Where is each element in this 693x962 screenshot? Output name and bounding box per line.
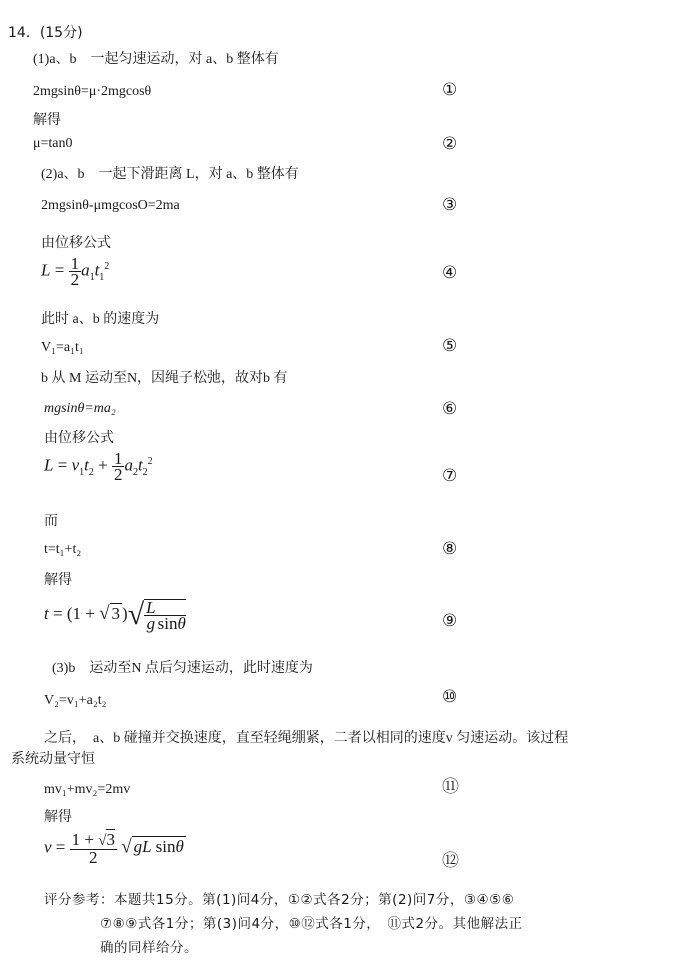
text-line: 系统动量守恒 xyxy=(11,752,95,767)
scoring-line: ⑦⑧⑨式各1分；第(3)问4分，⑩⑫式各1分， ⑪式2分。其他解法正 xyxy=(100,916,523,932)
equation-marker: ② xyxy=(442,134,458,154)
text-line: b 从 M 运动至N，因绳子松弛，故对b 有 xyxy=(41,371,288,386)
equation: V₂=v₁+a₂t₂ xyxy=(44,693,107,708)
text-line: (1)a、b 一起匀速运动，对 a、b 整体有 xyxy=(33,52,279,67)
text-line: 此时 a、b 的速度为 xyxy=(41,312,160,327)
equation: V₁=a₁t₁ xyxy=(41,340,84,355)
text-line: 之后， a、b 碰撞并交换速度，直至轻绳绷紧，二者以相同的速度v 匀速运动。该过程 xyxy=(44,731,569,746)
equation-time: t = (1 + √ 3 )√ $\frac{L}{g}$ sinθ xyxy=(44,598,186,633)
equation: mgsinθ=ma₂ xyxy=(44,401,116,416)
equation: 2mgsinθ=μ·2mgcosθ xyxy=(33,84,152,99)
equation-final-velocity: v = $\frac{1 + √3}{2}$ √ gL sinθ xyxy=(44,830,184,867)
text-line: (3)b 运动至N 点后匀速运动，此时速度为 xyxy=(52,661,313,676)
equation-marker: ⑦ xyxy=(442,466,458,486)
text-line: 解得 xyxy=(33,113,61,128)
equation-marker: ⑨ xyxy=(442,611,458,631)
problem-header: 14．(15分) xyxy=(8,25,83,41)
text-line: 解得 xyxy=(44,810,72,825)
scoring-line: 确的同样给分。 xyxy=(100,940,198,956)
text-line: 而 xyxy=(44,514,58,529)
text-line: 由位移公式 xyxy=(41,236,111,251)
scoring-line: 评分参考：本题共15分。第(1)问4分，①②式各2分；第(2)问7分，③④⑤⑥ xyxy=(44,892,515,908)
equation-displacement-1: L = $\frac{1}{2}$ $a_1t_1^2$ xyxy=(41,254,110,289)
equation-marker: ① xyxy=(442,80,458,100)
equation: μ=tan0 xyxy=(33,136,73,151)
equation-marker: ⑪ xyxy=(442,777,459,797)
equation-marker: ④ xyxy=(442,263,458,283)
equation: 2mgsinθ-μmgcosO=2ma xyxy=(41,198,180,213)
text-line: (2)a、b 一起下滑距离 L，对 a、b 整体有 xyxy=(41,167,299,182)
text-line: 由位移公式 xyxy=(44,431,114,446)
equation-marker: ⑥ xyxy=(442,399,458,419)
equation-marker: ⑩ xyxy=(442,687,458,707)
equation-marker: ⑫ xyxy=(442,851,459,871)
equation-marker: ⑤ xyxy=(442,336,458,356)
equation-marker: ③ xyxy=(442,195,458,215)
equation-displacement-2: $L = v_1t_2$ + $\frac{1}{2}$ $a_2t_2^2$ xyxy=(44,449,153,484)
text-line: 解得 xyxy=(44,573,72,588)
equation-marker: ⑧ xyxy=(442,539,458,559)
equation: t=t₁+t₂ xyxy=(44,542,82,557)
equation: mv₁+mv₂=2mv xyxy=(44,782,131,797)
